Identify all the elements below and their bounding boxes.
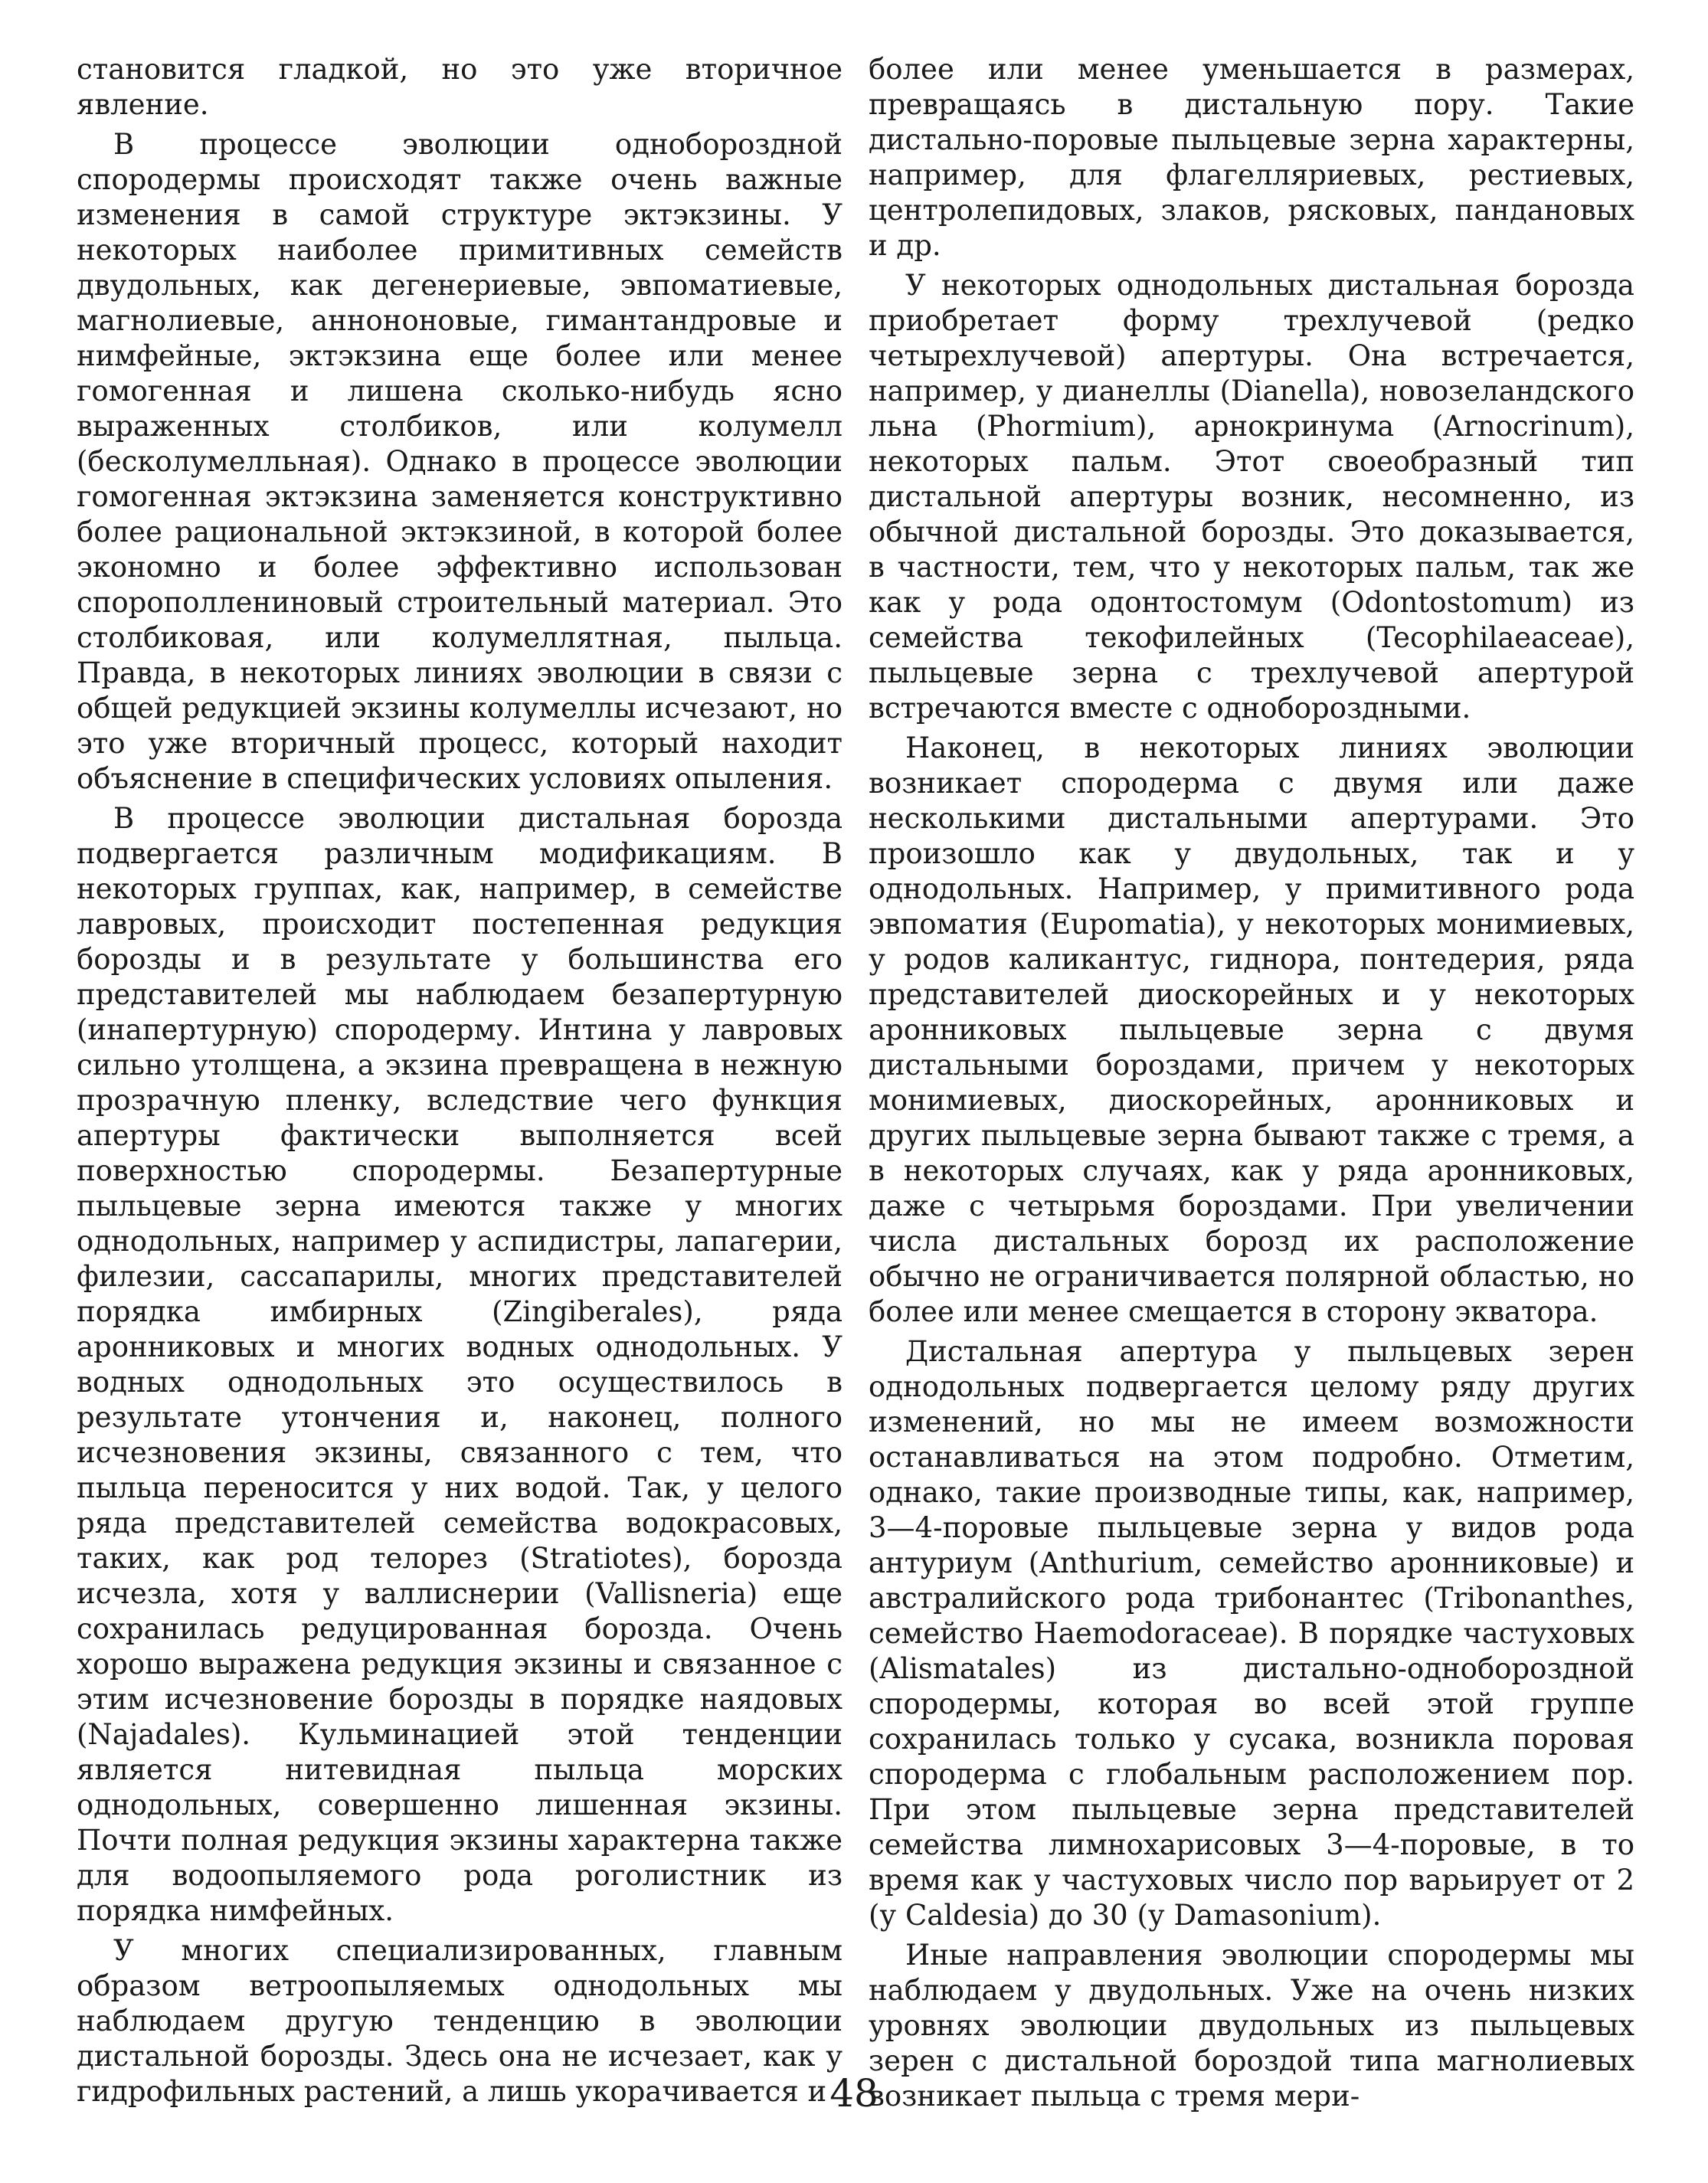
paragraph: Наконец, в некоторых линиях эволюции возникает спородерма с двумя или даже несколькими дистальными апертурами. Это произошло как у двудольных, так и у однодольных. Например, у примитивного рода эвпоматия (Eupomatia), у некоторых монимиевых, у родов каликантус, гиднора, понтедерия, ряда представителей диоскорейных и у некоторых аронниковых пыльцевые зерна с двумя дистальными бороздами, причем у некоторых монимиевых, диоскорейных, аронниковых и других пыльцевые зерна бывают также с тремя, а в некоторых случаях, как у ряда аронниковых, даже с четырьмя бороздами. При увеличении числа дистальных борозд их расположение обычно не ограничивается полярной областью, но более или менее смещается в сторону экватора.	[869, 731, 1634, 1328]
paragraph: В процессе эволюции однобороздной спородермы происходят также очень важные изменения в самой структуре эктэкзины. У некоторых наиболее примитивных семейств двудольных, как дегенериевые, эвпоматиевые, магнолиевые, аннононовые, гимантандровые и нимфейные, эктэкзина еще более или менее гомогенная и лишена сколько-нибудь ясно выраженных столбиков, или колумелл (бесколумелльная). Однако в процессе эволюции гомогенная эктэкзина заменяется конструктивно более рациональной эктэкзиной, в которой более экономно и более эффективно использован спорополлениновый строительный материал. Это столбиковая, или колумеллятная, пыльца. Правда, в некоторых линиях эволюции в связи с общей редукцией экзины колумеллы исчезают, но это уже вторичный процесс, который находит объяснение в специфических условиях опыления.	[77, 128, 843, 795]
paragraph: В процессе эволюции дистальная борозда подвергается различным модификациям. В некоторых группах, как, например, в семействе лавровых, происходит постепенная редукция борозды и в результате у большинства его представителей мы наблюдаем безапертурную (инапертурную) спородерму. Интина у лавровых сильно утолщена, а экзина превращена в нежную прозрачную пленку, вследствие чего функция апертуры фактически выполняется всей поверхностью спородермы. Безапертурные пыльцевые зерна имеются также у многих однодольных, например у аспидистры, лапагерии, филезии, сассапарилы, многих представителей порядка имбирных (Zingiberales), ряда аронниковых и многих водных однодольных. У водных однодольных это осуществилось в результате утончения и, наконец, полного исчезновения экзины, связанного с тем, что пыльца переносится у них водой. Так, у целого ряда представителей семейства водокрасовых, таких, как род телорез (Stratiotes), борозда исчезла, хотя у валлиснерии (Vallisneria) еще сохранилась редуцированная борозда. Очень хорошо выражена редукция экзины и связанное с этим исчезновение борозды в порядке наядовых (Najadales). Кульминацией этой тенденции является нитевидная пыльца морских однодольных, совершенно лишенная экзины. Почти полная редукция экзины характерна также для водоопыляемого рода роголистник из порядка нимфейных.	[77, 802, 843, 1927]
paragraph: У многих специализированных, главным образом ветроопыляемых однодольных мы наблюдаем другую тенденцию в эволюции дистальной борозды. Здесь она не исчезает, как у гидрофильных растений, а лишь укорачивается и	[77, 1934, 843, 2108]
paragraph: становится гладкой, но это уже вторичное явление.	[77, 53, 843, 121]
page-number: 48	[829, 2071, 879, 2116]
paragraph: более или менее уменьшается в размерах, превращаясь в дистальную пору. Такие дистально-поровые пыльцевые зерна характерны, например, для флагелляриевых, рестиевых, центролепидовых, злаков, рясковых, пандановых и др.	[869, 53, 1634, 262]
left-column	[77, 52, 843, 2114]
paragraph: Дистальная апертура у пыльцевых зерен однодольных подвергается целому ряду других изменений, но мы не имеем возможности останавливаться на этом подробно. Отметим, однако, такие производные типы, как, например, 3—4-поровые пыльцевые зерна у видов рода антуриум (Anthurium, семейство аронниковые) и австралийского рода трибонантес (Tribonanthes, семейство Haemodoraceae). В порядке частуховых (Alismatales) из дистально-однобороздной спородермы, которая во всей этой группе сохранилась только у сусака, возникла поровая спородерма с глобальным расположением пор. При этом пыльцевые зерна представителей семейства лимнохарисовых 3—4-поровые, в то время как у частуховых число пор варьирует от 2 (у Caldesia) до 30 (у Damasonium).	[869, 1335, 1634, 1932]
paragraph: Иные направления эволюции спородермы мы наблюдаем у двудольных. Уже на очень низких уровнях эволюции двудольных из пыльцевых зерен с дистальной бороздой типа магнолиевых возникает пыльца с тремя мери-	[869, 1939, 1634, 2113]
paragraph: У некоторых однодольных дистальная борозда приобретает форму трехлучевой (редко четырехлучевой) апертуры. Она встречается, например, у дианеллы (Dianella), новозеландского льна (Phormium), арнокринума (Arnocrinum), некоторых пальм. Этот своеобразный тип дистальной апертуры возник, несомненно, из обычной дистальной борозды. Это доказывается, в частности, тем, что у некоторых пальм, так же как у рода одонтостомум (Odontostomum) из семейства текофилейных (Tecophilaeaceae), пыльцевые зерна с трехлучевой апертурой встречаются вместе с однобороздными.	[869, 269, 1634, 725]
right-column	[869, 52, 1634, 2119]
